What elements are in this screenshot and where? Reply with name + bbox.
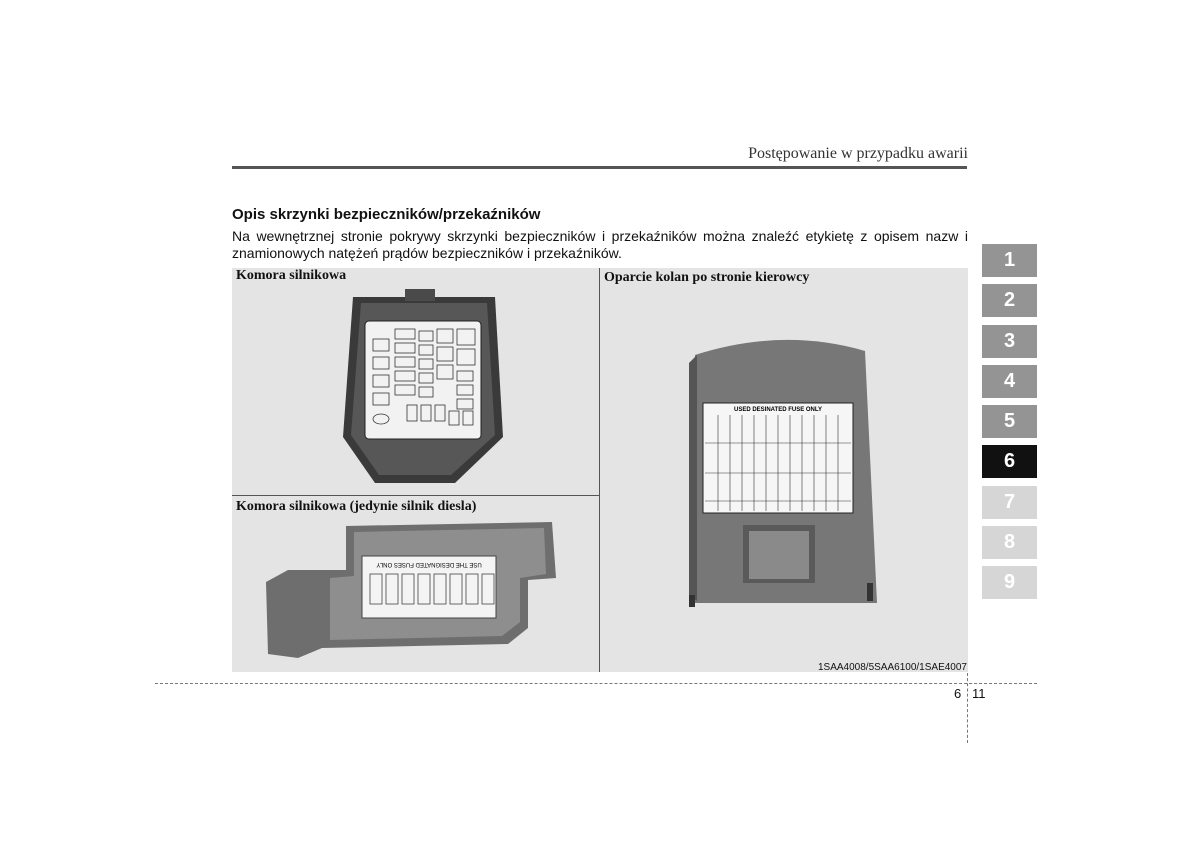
chapter-tab-7[interactable]: 7 bbox=[982, 486, 1037, 519]
caption-engine-diesel: Komora silnikowa (jedynie silnik diesla) bbox=[236, 499, 477, 514]
chapter-tab-3[interactable]: 3 bbox=[982, 325, 1037, 358]
knee-fuse-label-title: USED DESINATED FUSE ONLY bbox=[733, 407, 823, 413]
chapter-tab-8[interactable]: 8 bbox=[982, 526, 1037, 559]
image-code: 1SAA4008/5SAA6100/1SAE4007 bbox=[817, 662, 967, 673]
caption-knee: Oparcie kolan po stronie kierowcy bbox=[604, 270, 810, 285]
chapter-tab-4[interactable]: 4 bbox=[982, 365, 1037, 398]
knee-panel-photo bbox=[683, 333, 881, 625]
figure-horizontal-divider bbox=[232, 495, 600, 496]
page-chapter-number: 6 bbox=[954, 686, 962, 701]
chapter-tab-6[interactable]: 6 bbox=[982, 445, 1037, 478]
chapter-tabs bbox=[982, 244, 1037, 607]
diesel-fuse-label-title: USE THE DESIGNATED FUSES ONLY bbox=[376, 561, 482, 567]
chapter-tab-5[interactable]: 5 bbox=[982, 405, 1037, 438]
chapter-tab-9[interactable]: 9 bbox=[982, 566, 1037, 599]
figure-vertical-divider bbox=[599, 268, 600, 672]
header-title: Postępowanie w przypadku awarii bbox=[748, 145, 968, 162]
engine-fuse-box-photo bbox=[335, 287, 510, 487]
header-rule bbox=[232, 166, 967, 169]
chapter-tab-2[interactable]: 2 bbox=[982, 284, 1037, 317]
diesel-fuse-box-photo bbox=[258, 518, 560, 664]
caption-engine: Komora silnikowa bbox=[236, 268, 347, 283]
footer-vertical-rule bbox=[967, 673, 968, 743]
chapter-tab-1[interactable]: 1 bbox=[982, 244, 1037, 277]
section-heading: Opis skrzynki bezpieczników/przekaźników bbox=[232, 206, 541, 223]
footer-rule bbox=[155, 683, 1037, 684]
intro-text: Na wewnętrznej stronie pokrywy skrzynki bezpieczników i przekaźników można znaleźć etykietę z opisem nazw i znamionowych natężeń prądów bezpieczników i przekaźników. bbox=[232, 228, 968, 261]
page-number: 11 bbox=[972, 686, 986, 701]
